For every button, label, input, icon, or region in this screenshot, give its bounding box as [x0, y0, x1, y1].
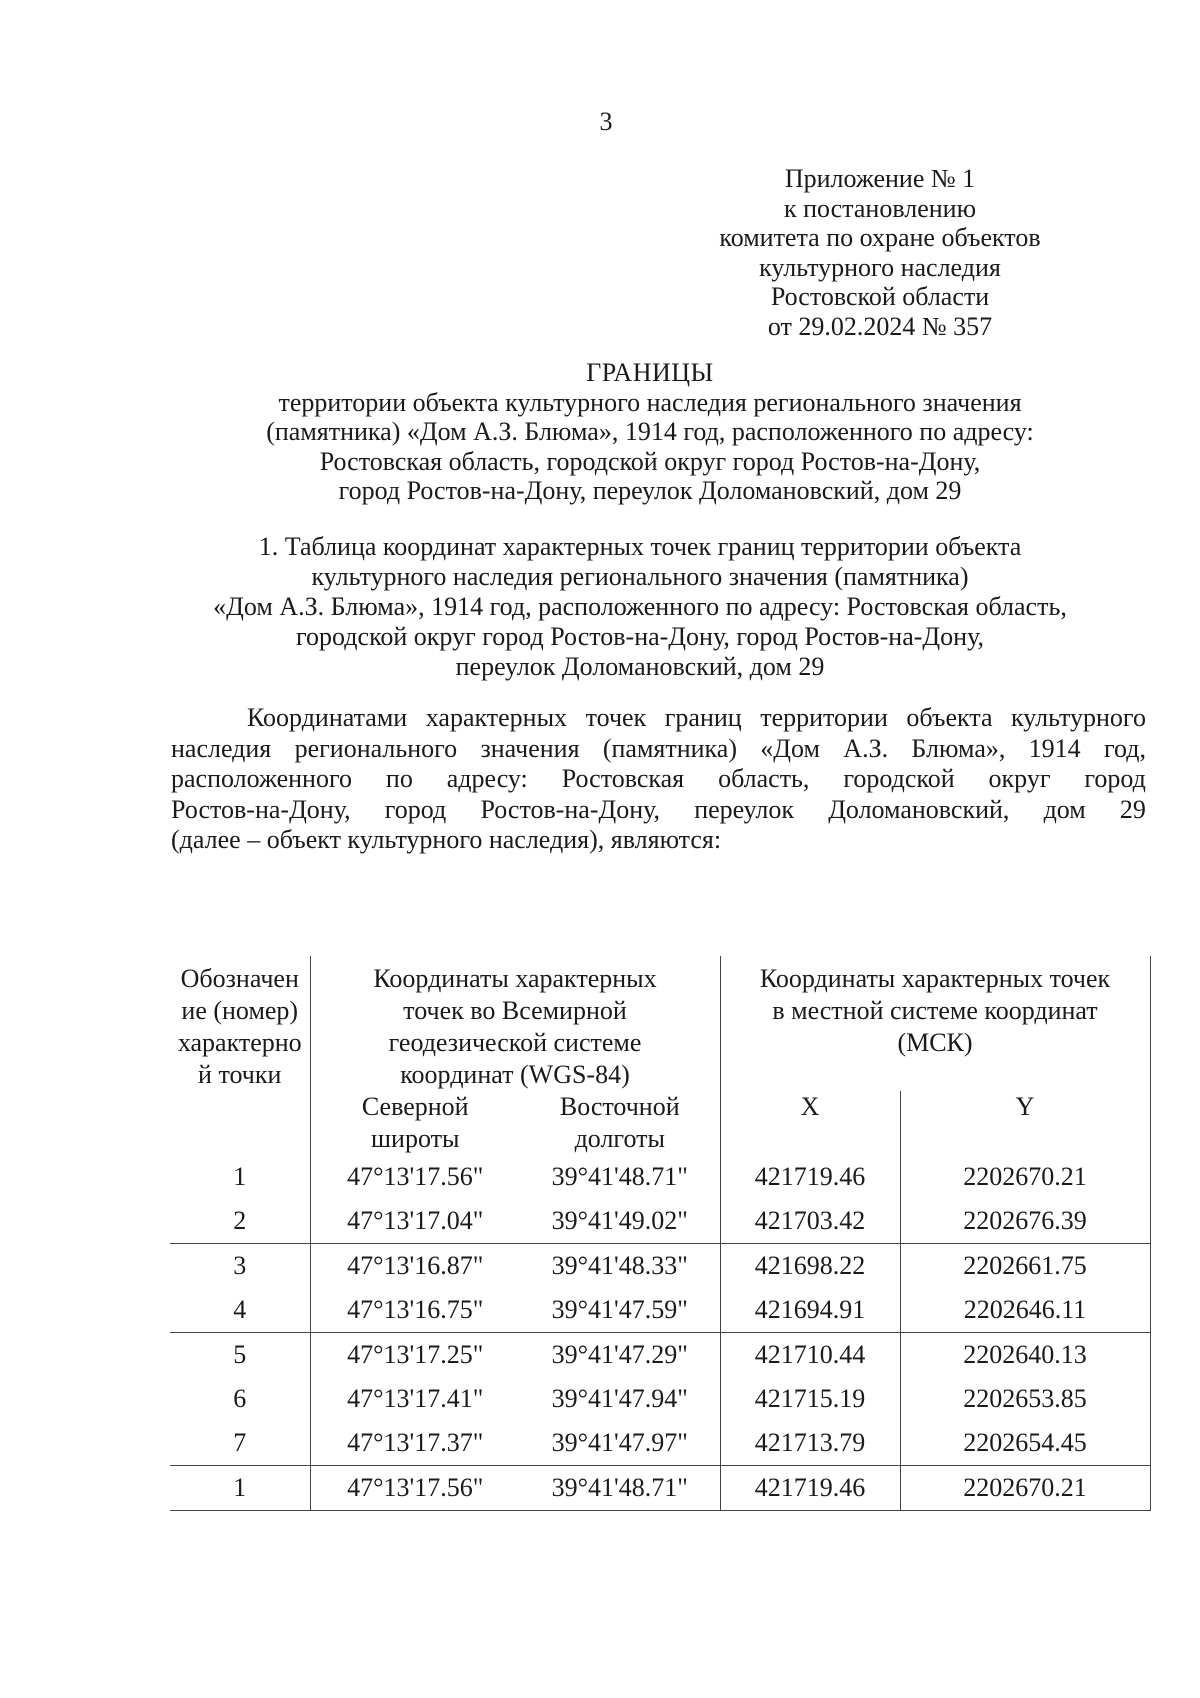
east-longitude-cell: 39°41'47.29"	[520, 1333, 720, 1378]
heading-line: Ростовская область, городской округ город Ростов-на-Дону,	[319, 446, 981, 476]
point-cell: 1	[233, 1162, 247, 1191]
heading-title: ГРАНИЦЫ	[586, 358, 714, 387]
paragraph-line: расположенного по адресу: Ростовская область, городской округ город	[171, 764, 1146, 793]
header-point-line: ие (номер)	[181, 996, 299, 1025]
subheader-north-line: широты	[371, 1124, 460, 1153]
table-row	[170, 1421, 1150, 1466]
msk-x-cell: 421719.46	[720, 1155, 900, 1199]
subheader-north	[310, 1091, 520, 1155]
msk-x-cell: 421713.79	[720, 1421, 900, 1466]
table-row	[170, 1288, 1150, 1333]
north-latitude-cell: 47°13'16.75"	[310, 1288, 520, 1333]
header-msk-cell	[720, 956, 1150, 1091]
header-wgs-cell	[310, 956, 720, 1091]
header-wgs-line: точек во Всемирной	[403, 996, 627, 1025]
paragraph-line: Координатами характерных точек границ территории объекта культурного	[247, 703, 1146, 732]
appendix-line: к постановлению	[783, 193, 977, 223]
table-caption	[160, 532, 1120, 682]
caption-line: переулок Доломановский, дом 29	[455, 652, 825, 681]
paragraph-line: наследия регионального значения (памятника) «Дом А.З. Блюма», 1914 год,	[171, 733, 1146, 763]
table-body	[170, 1155, 1150, 1511]
point-cell: 4	[233, 1295, 247, 1324]
table-row	[170, 1333, 1150, 1378]
header-msk-line: Координаты характерных точек	[759, 964, 1111, 993]
header-point-line: Обозначен	[180, 964, 299, 993]
subheader-east	[520, 1091, 720, 1155]
table-row	[170, 1244, 1150, 1289]
page-number: 3	[599, 107, 613, 136]
north-latitude-cell: 47°13'17.25"	[310, 1333, 520, 1378]
appendix-line: Ростовской области	[770, 282, 990, 312]
east-longitude-cell: 39°41'48.71"	[551, 1162, 688, 1191]
msk-y-cell: 2202646.11	[900, 1288, 1150, 1333]
east-longitude-cell: 39°41'48.33"	[520, 1244, 720, 1289]
msk-x-cell: 421710.44	[720, 1333, 900, 1378]
appendix-block	[690, 164, 1070, 342]
header-point-line: характерно	[177, 1028, 302, 1057]
document-heading	[170, 358, 1130, 506]
caption-line: 1. Таблица координат характерных точек границ территории объекта	[258, 532, 1022, 561]
east-longitude-cell: 39°41'48.71"	[520, 1466, 720, 1511]
table-row	[170, 1466, 1150, 1511]
table-row	[170, 1377, 1150, 1421]
heading-line: (памятника) «Дом А.З. Блюма», 1914 год, расположенного по адресу:	[266, 417, 1034, 447]
msk-y-cell: 2202640.13	[900, 1333, 1150, 1378]
header-point-line: й точки	[198, 1060, 282, 1089]
header-msk-line: (МСК)	[897, 1028, 973, 1057]
appendix-line: комитета по охране объектов	[719, 223, 1041, 253]
appendix-line: от 29.02.2024 № 357	[767, 311, 993, 341]
coordinates-table	[170, 956, 1151, 1511]
subheader-north-line: Северной	[361, 1092, 469, 1121]
header-wgs-line: Координаты характерных	[373, 964, 657, 993]
appendix-line: Приложение № 1	[784, 164, 976, 193]
msk-x-cell: 421715.19	[720, 1377, 900, 1421]
caption-line: культурного наследия регионального значения (памятника)	[311, 562, 969, 591]
point-cell: 7	[233, 1428, 247, 1457]
msk-x-cell: 421694.91	[720, 1288, 900, 1333]
header-point-cell	[170, 956, 310, 1155]
paragraph-line: (далее – объект культурного наследия), являются:	[171, 825, 722, 854]
caption-line: городской округ город Ростов-на-Дону, город Ростов-на-Дону,	[296, 622, 984, 651]
table-row	[170, 1155, 1150, 1199]
header-msk-line: в местной системе координат	[772, 996, 1098, 1025]
north-latitude-cell: 47°13'17.37"	[310, 1421, 520, 1466]
subheader-east-line: долготы	[574, 1124, 665, 1153]
north-latitude-cell: 47°13'17.04"	[310, 1199, 520, 1244]
msk-y-cell: 2202670.21	[900, 1466, 1150, 1511]
subheader-y: Y	[900, 1091, 1150, 1155]
point-cell: 5	[170, 1333, 310, 1378]
east-longitude-cell: 39°41'47.59"	[551, 1295, 688, 1324]
msk-x-cell: 421719.46	[720, 1466, 900, 1511]
msk-y-cell: 2202661.75	[900, 1244, 1150, 1289]
north-latitude-cell: 47°13'17.41"	[310, 1377, 520, 1421]
appendix-line: культурного наследия	[759, 252, 1001, 282]
paragraph-line: Ростов-на-Дону, город Ростов-на-Дону, переулок Доломановский, дом 29	[171, 794, 1146, 824]
north-latitude-cell: 47°13'17.56"	[310, 1466, 520, 1511]
header-wgs-line: координат (WGS-84)	[400, 1060, 630, 1089]
east-longitude-cell: 39°41'47.94"	[551, 1384, 688, 1413]
north-latitude-cell: 47°13'16.87"	[310, 1244, 520, 1289]
table-row	[170, 1199, 1150, 1244]
subheader-east-line: Восточной	[559, 1092, 680, 1121]
msk-x-cell: 421698.22	[720, 1244, 900, 1289]
header-wgs-line: геодезической системе	[388, 1028, 642, 1057]
msk-y-cell: 2202676.39	[900, 1199, 1150, 1244]
msk-y-cell: 2202654.45	[900, 1421, 1150, 1466]
east-longitude-cell: 39°41'49.02"	[551, 1206, 688, 1235]
heading-line: территории объекта культурного наследия регионального значения	[278, 387, 1022, 417]
point-cell: 6	[233, 1384, 247, 1413]
msk-y-cell: 2202653.85	[900, 1377, 1150, 1421]
msk-x-cell: 421703.42	[720, 1199, 900, 1244]
east-longitude-cell: 39°41'47.97"	[551, 1428, 688, 1457]
heading-line: город Ростов-на-Дону, переулок Доломановский, дом 29	[338, 476, 962, 506]
subheader-x: X	[720, 1091, 900, 1155]
body-paragraph	[171, 703, 1146, 856]
point-cell: 1	[170, 1466, 310, 1511]
table-header-row	[170, 956, 1150, 1091]
caption-line: «Дом А.З. Блюма», 1914 год, расположенного по адресу: Ростовская область,	[213, 592, 1067, 621]
point-cell: 2	[233, 1206, 247, 1235]
table-subheader-row	[170, 1091, 1150, 1155]
north-latitude-cell: 47°13'17.56"	[310, 1155, 520, 1199]
point-cell: 3	[170, 1244, 310, 1289]
msk-y-cell: 2202670.21	[900, 1155, 1150, 1199]
